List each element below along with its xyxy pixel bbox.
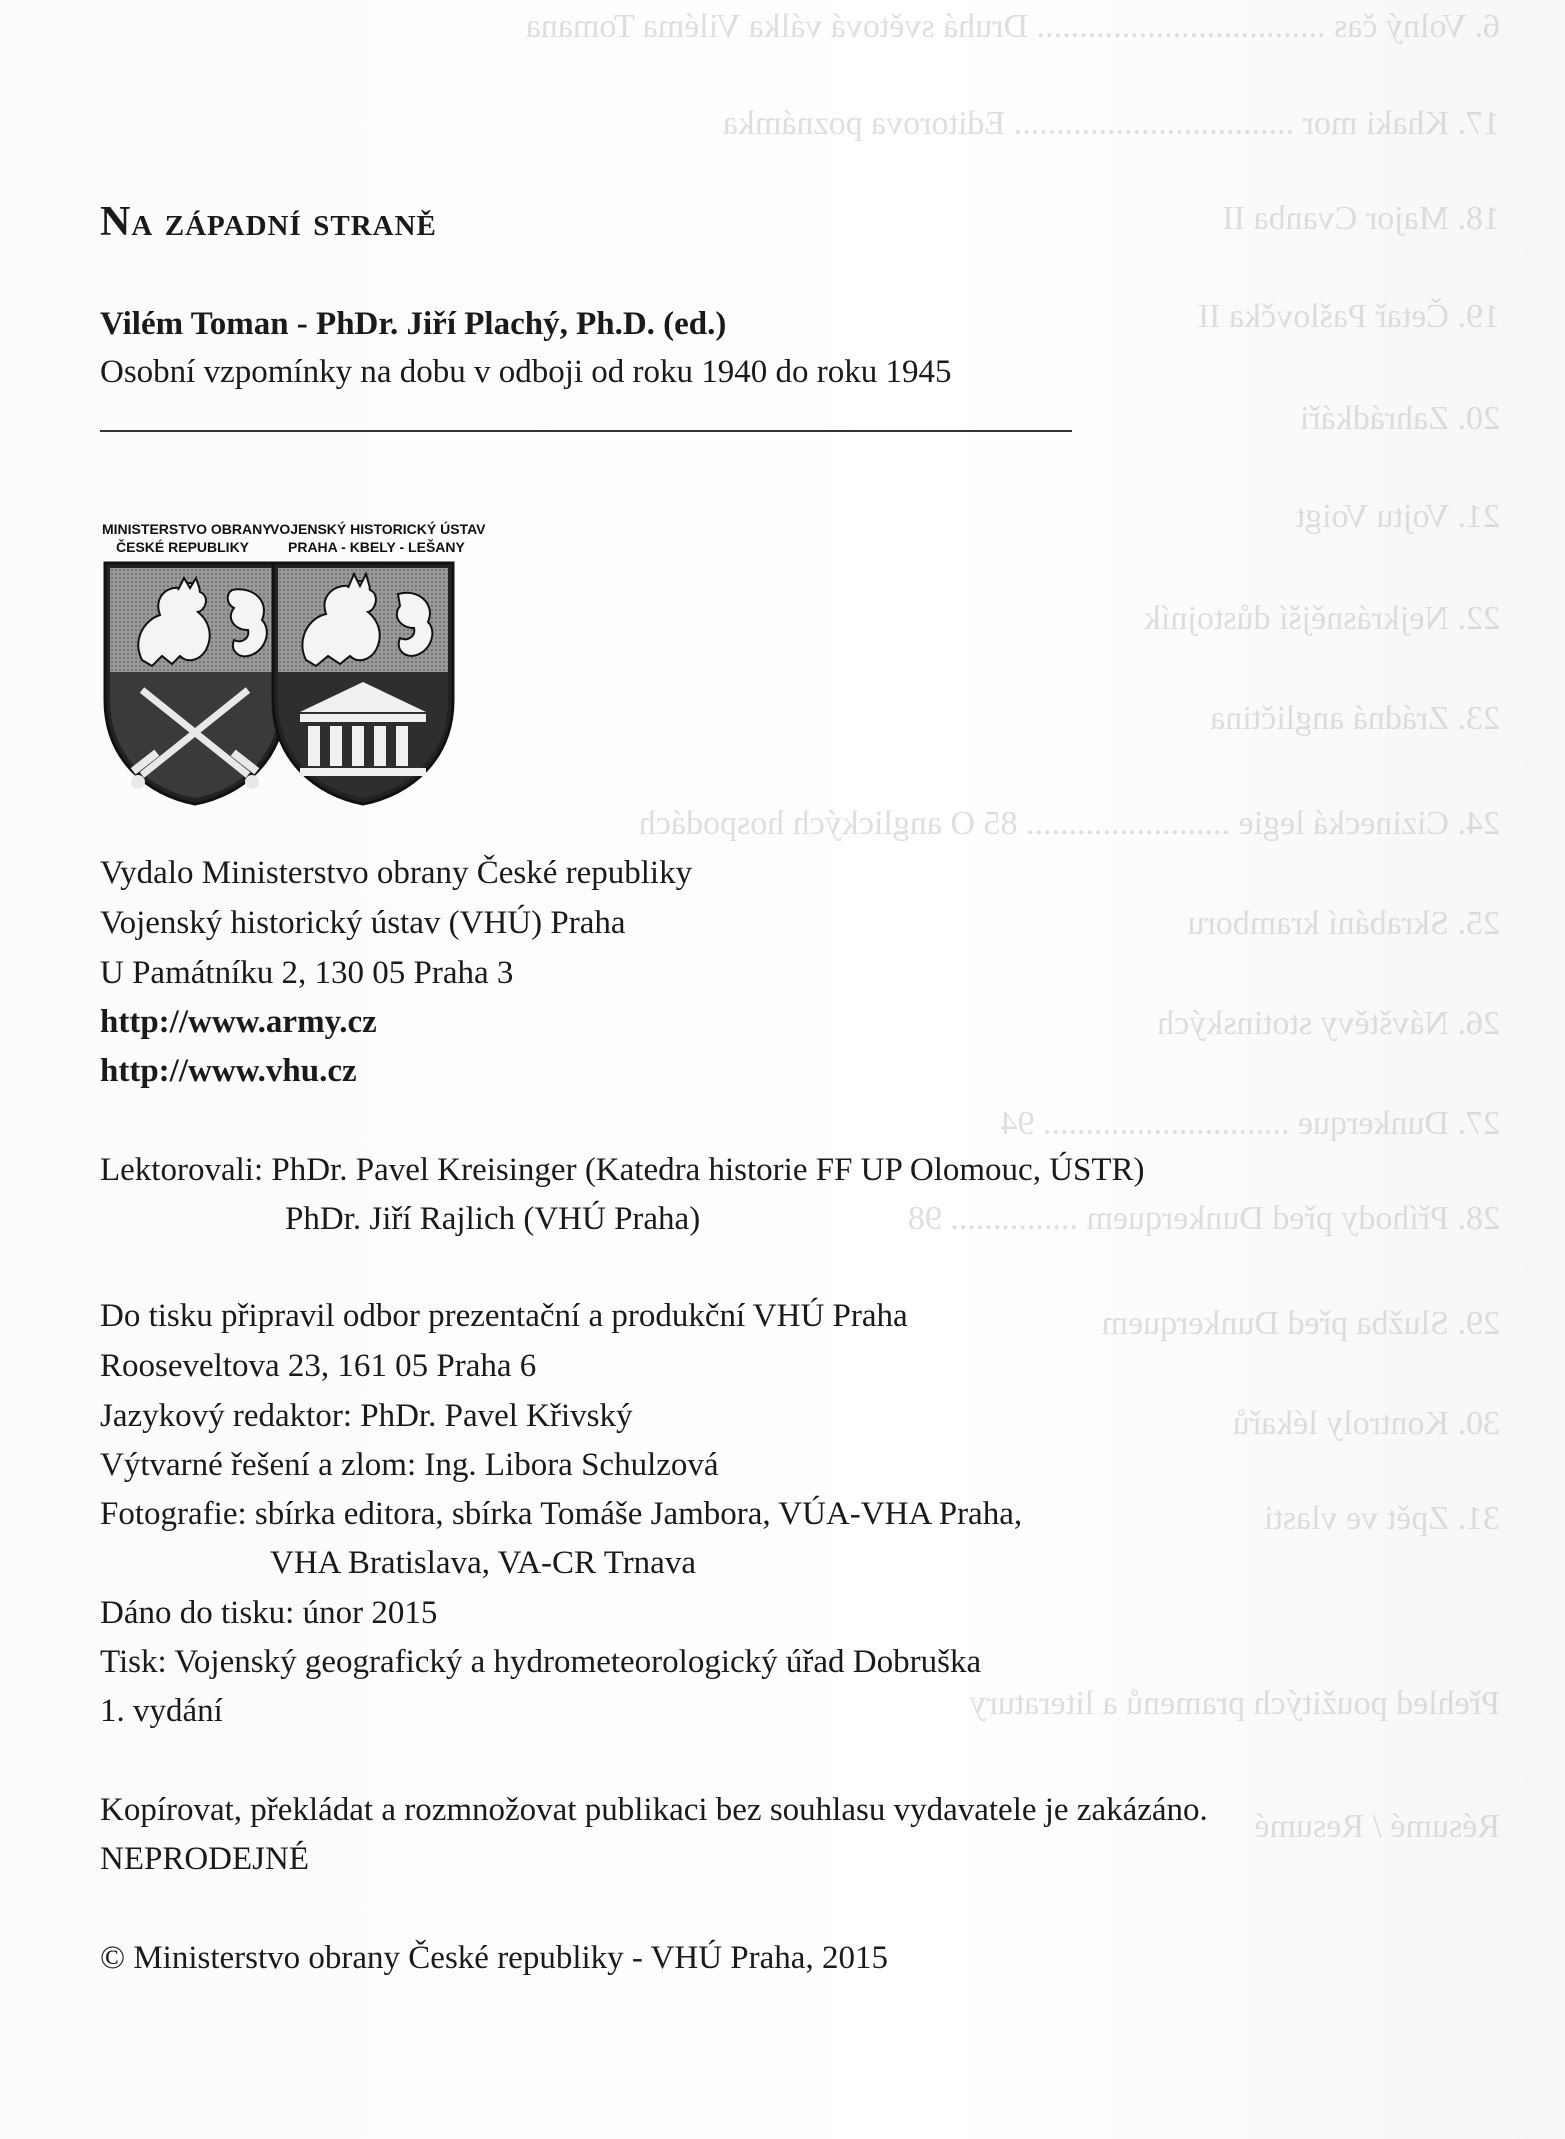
not-for-sale: NEPRODEJNÉ [100,1841,310,1877]
reviewers-line: Lektorovali: PhDr. Pavel Kreisinger (Katedra historie FF UP Olomouc, ÚSTR) [100,1152,1145,1188]
ministry-shield-icon [102,560,288,806]
ghost-line: 29. Služba před Dunkerquem [1101,1305,1500,1342]
publisher-address: U Památníku 2, 130 05 Praha 3 [100,955,514,991]
legal-notice: Kopírovat, překládat a rozmnožovat publikaci bez souhlasu vydavatele je zakázáno. [100,1792,1208,1828]
reviewers-line: PhDr. Jiří Rajlich (VHÚ Praha) [285,1201,701,1237]
ghost-line: 23. Zrádná angličtina [1210,700,1500,737]
ministry-logo [102,520,288,806]
ghost-line: Résumé / Resumé [1254,1808,1500,1845]
authors: Vilém Toman - PhDr. Jiří Plachý, Ph.D. (ed.) [100,306,727,342]
production-line: VHA Bratislava, VA-CR Trnava [270,1545,696,1581]
ghost-line: 27. Dunkerque ............................. 94 [1000,1105,1500,1142]
ghost-line: Přehled použitých pramenů a literatury [969,1685,1500,1722]
ghost-line: 18. Major Cvanba II [1222,200,1500,237]
ghost-line: 20. Zahrádkáři [1299,400,1500,437]
publisher-line: Vojenský historický ústav (VHÚ) Praha [100,905,626,941]
ghost-line: 22. Nejkrásnější důstojník [1143,600,1500,637]
subtitle: Osobní vzpomínky na dobu v odboji od roku 1940 do roku 1945 [100,354,952,390]
ghost-line: 21. Vojtu Voigt [1295,498,1500,535]
ghost-line: 26. Návštěvy stotinských [1157,1005,1500,1042]
ministry-caption-line2: ČESKÉ REPUBLIKY [116,539,250,555]
ghost-line: 28. Příhody před Dunkerquem ............... 98 [907,1200,1500,1237]
production-line: Jazykový redaktor: PhDr. Pavel Křivský [100,1398,633,1434]
ministry-caption-line1: MINISTERSTVO OBRANY [102,521,272,537]
production-line: 1. vydání [100,1693,223,1729]
production-line: Fotografie: sbírka editora, sbírka Tomáše Jambora, VÚA-VHA Praha, [100,1496,1023,1532]
divider-rule [100,430,1072,432]
production-line: Do tisku připravil odbor prezentační a produkční VHÚ Praha [100,1298,908,1334]
institute-logo [270,520,485,806]
production-line: Dáno do tisku: únor 2015 [100,1595,438,1631]
ghost-line: 24. Cizinecká legie ........................ 85 O anglických hospodách [638,805,1500,842]
ghost-line: 30. Kontroly lékařů [1232,1405,1500,1442]
institute-logo-caption [270,520,485,556]
vhu-website-link[interactable]: http://www.vhu.cz [100,1053,357,1089]
army-website-link[interactable]: http://www.army.cz [100,1004,377,1040]
production-line: Výtvarné řešení a zlom: Ing. Libora Schulzová [100,1447,719,1483]
production-line: Rooseveltova 23, 161 05 Praha 6 [100,1348,537,1384]
ghost-line: 17. Khaki mor ................................. Editorova poznámka [722,105,1500,142]
production-line: Tisk: Vojenský geografický a hydrometeorologický úřad Dobruška [100,1644,982,1680]
ghost-line: 25. Skrabání kramboru [1187,905,1500,942]
ghost-line: 31. Zpět ve vlasti [1263,1500,1500,1537]
ghost-line: 19. Četař Pašlovčka II [1197,298,1500,335]
ghost-line: 6. Volný čas .................................. Druhá světová válka Viléma Tomana [525,8,1500,45]
ministry-logo-caption [102,520,288,556]
institute-caption-line2: PRAHA - KBELY - LEŠANY [288,539,465,555]
institute-shield-icon [270,560,456,806]
institute-caption-line1: VOJENSKÝ HISTORICKÝ ÚSTAV [270,521,486,537]
publisher-line: Vydalo Ministerstvo obrany České republiky [100,855,693,891]
book-title: Na západní straně [100,199,437,245]
copyright: © Ministerstvo obrany České republiky - VHÚ Praha, 2015 [100,1940,888,1976]
